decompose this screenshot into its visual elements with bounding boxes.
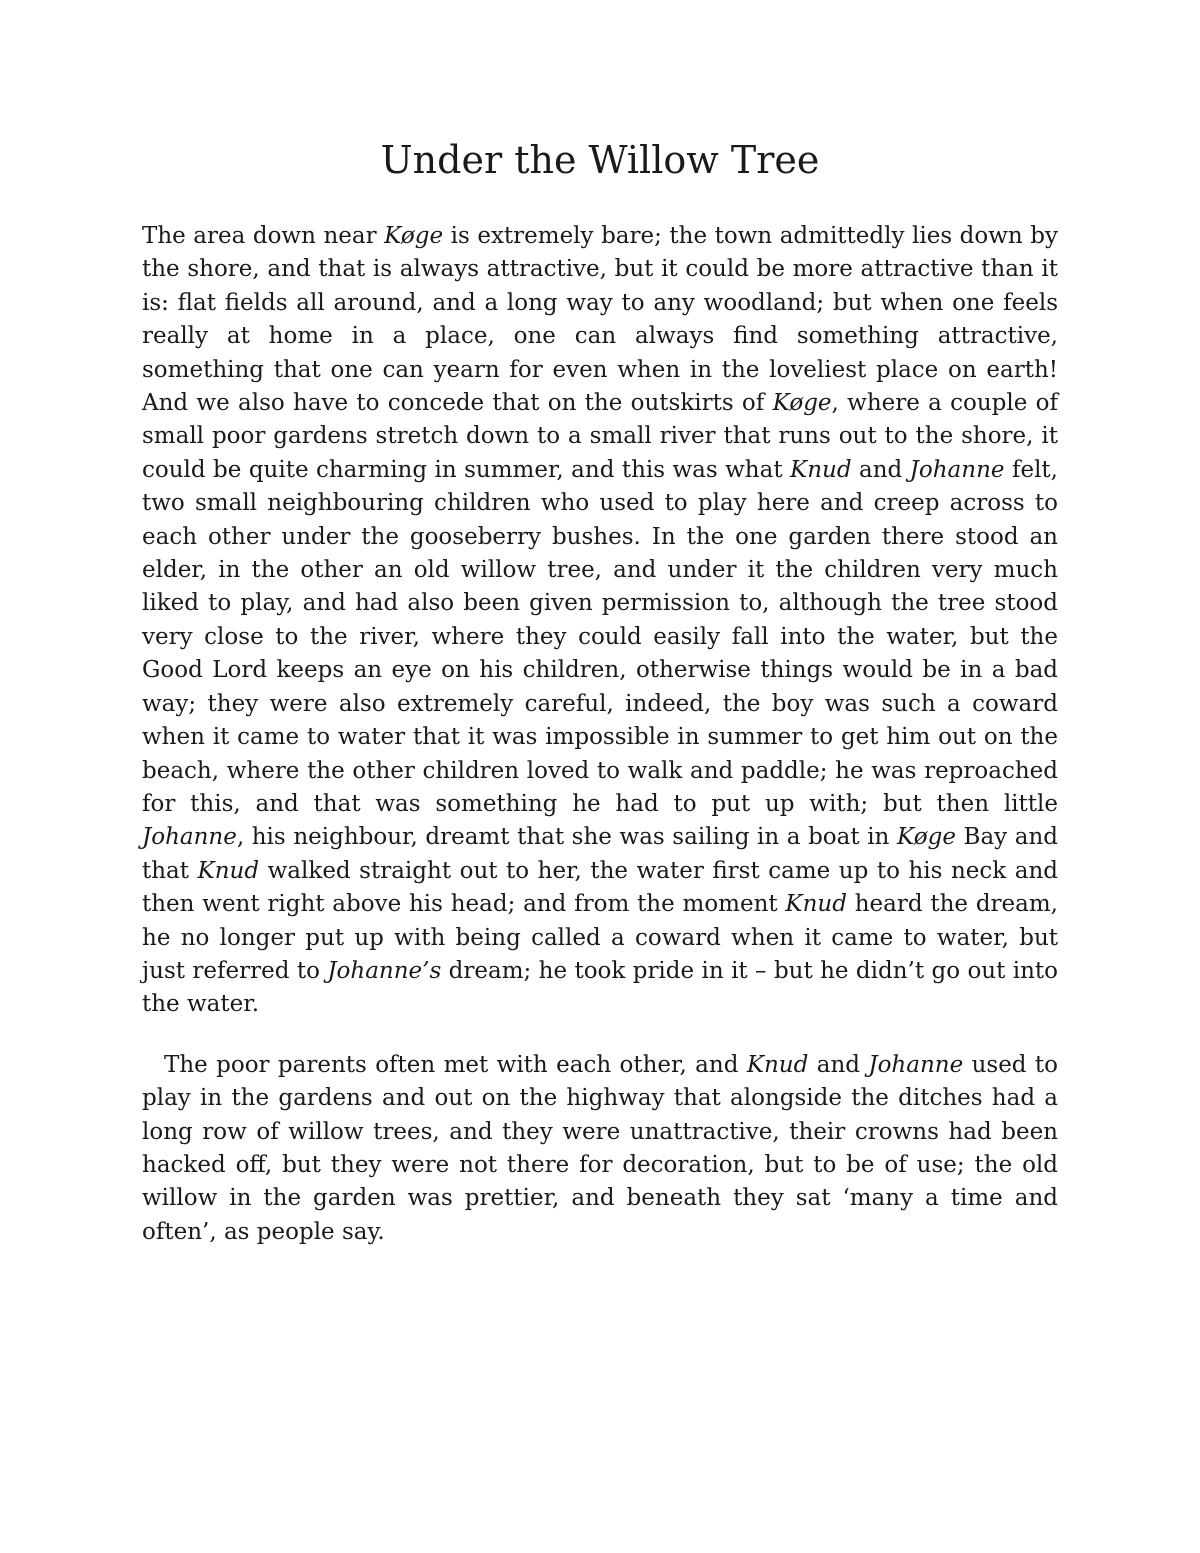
text-segment: is extremely bare; the town admittedly lies down by the shore, and that is always attractive, but it could be more attractive than it is: flat fields all around, and a long way to any woodland; but when one feels really at home in a place, one can always find something attractive, something that one can yearn for even when in the loveliest place on earth! And we also have to concede that on the outskirts of	[142, 223, 1058, 417]
text-segment: heard the dream, he no longer put up with being called a coward when it came to water, but just referred to	[142, 891, 1058, 984]
character-name: Johanne	[142, 824, 237, 851]
text-segment: , his neighbour, dreamt that she was sailing in a boat in	[236, 824, 897, 851]
text-segment: Bay and that	[142, 824, 1058, 884]
page-title: Under the Willow Tree	[380, 138, 820, 182]
story-body	[142, 220, 1058, 1249]
paragraph-2	[142, 1049, 1058, 1249]
text-segment: The poor parents often met with each other, and	[164, 1051, 747, 1078]
character-name: Johanne	[909, 456, 1005, 483]
place-name: Køge	[384, 223, 444, 249]
paragraph-1	[142, 220, 1058, 1022]
text-segment: felt, two small neighbouring children who used to play here and creep across to each other under the gooseberry bushes. In the one garden there stood an elder, in the other an old willow tree, and under it the children very much liked to play, and had also been given permission to, although the tree stood very close to the river, where they could easily fall into the water, but the Good Lord keeps an eye on his children, otherwise things would be in a bad way; they were also extremely careful, indeed, the boy was such a coward when it came to water that it was impossible in summer to get him out on the beach, where the other children loved to walk and paddle; he was reproached for this, and that was something he had to put up with; but then little	[142, 456, 1058, 817]
place-name: Køge	[772, 390, 832, 417]
text-segment: dream; he took pride in it – but he didn’t go out into the water.	[142, 957, 1058, 1018]
text-segment: walked straight out to her, the water first came up to his neck and then went right above his head; and from the moment	[142, 857, 1058, 918]
text-segment: and	[808, 1051, 869, 1078]
text-segment: The area down near	[142, 223, 385, 249]
place-name: Køge	[896, 824, 956, 851]
text-segment: and	[851, 456, 910, 483]
text-segment: , where a couple of small poor gardens stretch down to a small river that runs out to the shore, it could be quite charming in summer, and this was what	[142, 390, 1058, 483]
character-name: Knud	[746, 1051, 809, 1078]
character-name: Johanne’s	[327, 957, 442, 984]
character-name: Johanne	[868, 1051, 964, 1078]
character-name: Knud	[197, 857, 260, 884]
character-name: Knud	[790, 456, 852, 483]
text-segment: used to play in the gardens and out on the highway that alongside the ditches had a long row of willow trees, and they were unattractive, their crowns had been hacked off, but they were not there for decoration, but to be of use; the old willow in the garden was prettier, and beneath they sat ‘many a time and often’, as people say.	[142, 1051, 1058, 1245]
character-name: Knud	[785, 891, 847, 918]
